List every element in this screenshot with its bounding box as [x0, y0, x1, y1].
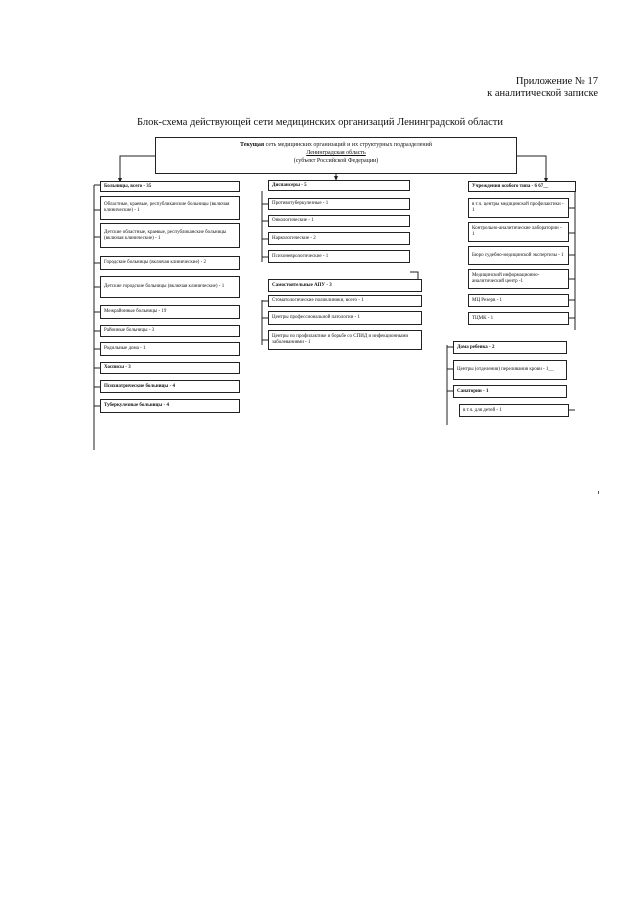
network-header-bold: Текущая [239, 142, 265, 148]
baby-homes-box: Дома ребенка - 2 [453, 341, 567, 354]
apu-item-3: Центры по профилактике и борьбе со СПИД и инфекционными заболеваниями - 1 [268, 330, 422, 350]
right-item-4: Медицинский информационно-аналитический центр -1 [468, 269, 569, 289]
network-header-box [155, 137, 517, 174]
sanatoriums-box: Санатории - 1 [453, 385, 567, 398]
left-item-7: Родильные дома - 1 [100, 342, 240, 356]
right-item-5: МЦ Резерв - 1 [468, 294, 569, 307]
appendix-line-1: Приложение № 17 [515, 76, 598, 87]
left-item-3: Городские больницы (включая клинические) - 2 [100, 256, 240, 270]
page-title: Блок-схема действующей сети медицинских организаций Ленинградской области [136, 117, 504, 128]
special-institutions-header: Учреждения особого типа - 6 67__ [468, 181, 576, 192]
apu-header: Самостоятельные АПУ - 3 [268, 279, 422, 292]
right-item-2: Контрольно-аналитические лаборатории - 1 [468, 222, 569, 242]
network-header-text: сеть медицинских организаций и их структурных подразделений [265, 142, 432, 148]
hospitals-header: Больницы, всего - 35 [100, 181, 240, 192]
left-item-1: Областные, краевые, республиканские больницы (включая клинические) - 1 [100, 196, 240, 220]
left-item-9: Психиатрические больницы - 4 [100, 380, 240, 393]
middle-item-1: Противотуберкулезные - 1 [268, 198, 410, 210]
children-sanatoriums-box: в т.ч. для детей - 1 [459, 404, 569, 417]
left-item-5: Межрайонные больницы - 19 [100, 305, 240, 319]
left-item-10: Туберкулезные больницы - 4 [100, 399, 240, 413]
apu-item-1: Стоматологические поликлиники, всего - 1 [268, 295, 422, 307]
middle-item-2: Онкологические - 1 [268, 215, 410, 227]
stray-mark [598, 491, 599, 494]
appendix-line-2: к аналитической записке [487, 88, 598, 99]
left-item-2: Детские областные, краевые, республиканские больницы (включая клинические) - 1 [100, 223, 240, 248]
middle-item-4: Психоневрологические - 1 [268, 250, 410, 263]
left-item-6: Районные больницы - 3 [100, 325, 240, 337]
region-name: Ленинградская область [306, 150, 366, 156]
region-subject-note: (субъект Российской Федерации) [293, 158, 379, 164]
left-item-8: Хосписы - 3 [100, 362, 240, 374]
right-item-3: Бюро судебно-медицинской экспертизы - 1 [468, 246, 569, 265]
blood-centers-box: Центры (отделения) переливания крови - 1__ [453, 360, 567, 380]
apu-item-2: Центры профессиональной патологии - 1 [268, 311, 422, 325]
right-item-1: в т.ч. центры медицинской профилактики - 1 [468, 198, 569, 218]
dispensaries-header: Диспансеры - 5 [268, 180, 410, 191]
right-item-6: ТЦМК - 1 [468, 312, 569, 325]
left-item-4: Детские городские больницы (включая клинические) - 1 [100, 276, 240, 298]
middle-item-3: Наркологические - 2 [268, 232, 410, 245]
